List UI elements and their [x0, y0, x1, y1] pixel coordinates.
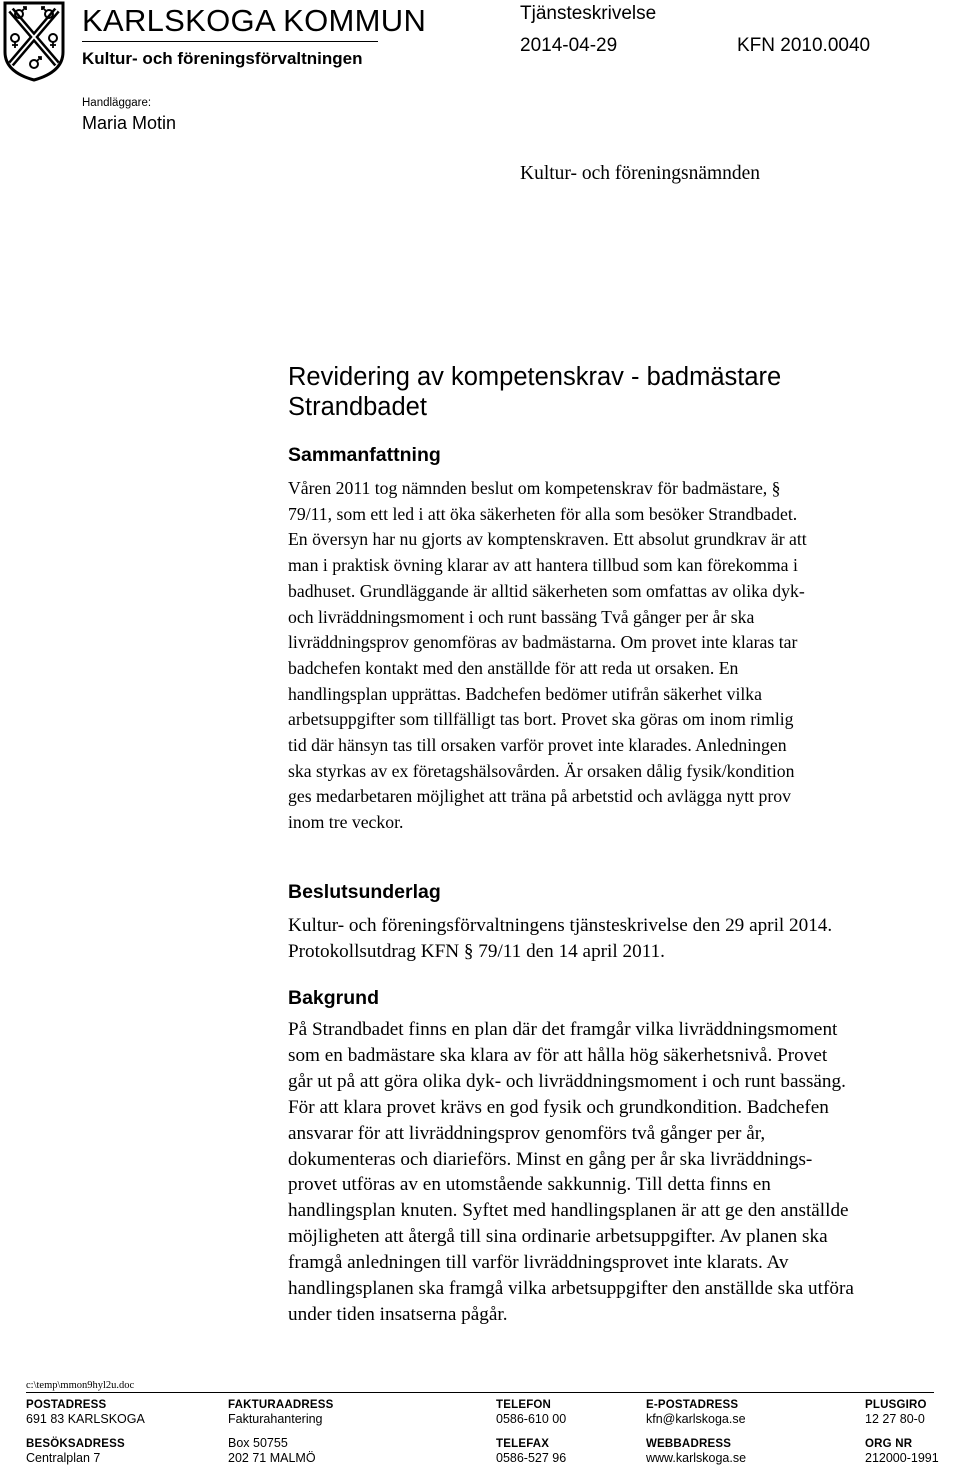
background-heading: Bakgrund — [288, 987, 380, 1009]
document-type: Tjänsteskrivelse — [520, 3, 657, 24]
plusgiro-value: 12 27 80-0 — [865, 1412, 925, 1426]
plusgiro-label: PLUSGIRO — [865, 1399, 927, 1411]
handler-name: Maria Motin — [82, 113, 177, 133]
invoice-address-line: Fakturahantering — [228, 1412, 323, 1426]
invoice-address-line: Box 50755 — [228, 1436, 288, 1450]
background-line: som en badmästare ska klara av för att hålla hög säkerhetsnivå. Provet — [288, 1044, 828, 1066]
summary-line: inom tre veckor. — [288, 812, 404, 833]
header-divider — [82, 41, 378, 42]
background-line: handlingsplanen ska framgå vilka arbetsuppgifter den anställde ska utföra — [288, 1278, 854, 1300]
email-value: kfn@karlskoga.se — [646, 1412, 746, 1426]
summary-line: och livräddningsmoment i och runt bassäng Två gånger per år ska — [288, 606, 755, 627]
postal-address-value: 691 83 KARLSKOGA — [26, 1412, 145, 1426]
background-line: handlingsplan knuten. Syftet med handlingsplanen är att ge den anställde — [288, 1200, 849, 1222]
background-line: ansvarar för att livräddningsprov genomförs två gånger per år, — [288, 1122, 766, 1144]
visiting-address-label: BESÖKSADRESS — [26, 1438, 125, 1450]
invoice-address-line: 202 71 MALMÖ — [228, 1451, 316, 1465]
summary-line: handlingsplan upprättas. Badchefen bedömer utifrån säkerhet vilka — [288, 683, 762, 704]
summary-line: tid där hänsyn tas till orsaken varför provet inte klarades. Anledningen — [288, 735, 787, 756]
summary-line: ges medarbetaren möjlighet att träna på arbetstid och avlägga nytt prov — [288, 786, 791, 807]
summary-line: ska styrkas av ex företagshälsovården. Är orsaken dålig fysik/kondition — [288, 760, 795, 781]
email-label: E-POSTADRESS — [646, 1399, 739, 1411]
recipient: Kultur- och föreningsnämnden — [520, 163, 761, 184]
background-line: möjligheten att återgå till sina ordinarie arbetsuppgifter. Av planen ska — [288, 1226, 828, 1248]
summary-line: man i praktisk övning klarar av att hantera tillbud som kan förekomma i — [288, 555, 798, 576]
summary-line: 79/11, som ett led i att öka säkerheten för alla som besöker Strandbadet. — [288, 503, 798, 524]
background-line: dokumenteras och diarieförs. Minst en gång per år ska livräddnings- — [288, 1148, 813, 1170]
department-name: Kultur- och föreningsförvaltningen — [82, 49, 363, 68]
org-number-value: 212000-1991 — [865, 1451, 939, 1465]
document-title-line: Revidering av kompetenskrav - badmästare — [288, 363, 782, 391]
background-text — [288, 1017, 944, 1328]
basis-line: Protokollsutdrag KFN § 79/11 den 14 april 2011. — [288, 940, 665, 962]
summary-line: livräddningsprov genomföras av badmästarna. Om provet inte klaras tar — [288, 632, 798, 653]
basis-text — [288, 913, 944, 964]
background-line: går ut på att göra olika dyk- och livräddningsmoment i och runt bassäng. — [288, 1070, 846, 1092]
basis-line: Kultur- och föreningsförvaltningens tjänsteskrivelse den 29 april 2014. — [288, 915, 833, 936]
document-reference: KFN 2010.0040 — [737, 35, 871, 56]
background-line: under tiden insatserna pågår. — [288, 1303, 508, 1325]
basis-heading: Beslutsunderlag — [288, 881, 441, 903]
fax-value: 0586-527 96 — [496, 1451, 567, 1465]
background-line: För att klara provet krävs en god fysik och grundkondition. Badchefen — [288, 1096, 829, 1118]
summary-line: badhuset. Grundläggande är alltid säkerheten som omfattas av olika dyk- — [288, 580, 805, 601]
background-line: provet utföras av en utomstående sakkunnig. Till detta finns en — [288, 1174, 771, 1196]
org-number-label: ORG NR — [865, 1438, 913, 1450]
summary-line: Våren 2011 tog nämnden beslut om kompetenskrav för badmästare, § — [288, 478, 781, 498]
background-line: framgå anledningen till varför livräddningsprovet inte klarats. Av — [288, 1252, 789, 1274]
postal-address-label: POSTADRESS — [26, 1399, 107, 1411]
handler-label: Handläggare: — [82, 97, 152, 109]
summary-line: badchefen kontakt med den anställde för att reda ut orsaken. En — [288, 657, 739, 678]
phone-value: 0586-610 00 — [496, 1412, 567, 1426]
summary-line: En översyn har nu gjorts av komptenskraven. Ett absolut grundkrav är att — [288, 529, 807, 550]
background-line: På Strandbadet finns en plan där det framgår vilka livräddningsmoment — [288, 1019, 838, 1040]
document-title — [288, 362, 944, 422]
invoice-address-label: FAKTURAADRESS — [228, 1399, 334, 1411]
file-path: c:\temp\mmon9hyl2u.doc — [26, 1380, 135, 1391]
summary-text — [288, 476, 944, 836]
karlskoga-crest-icon — [2, 0, 66, 82]
organization-name: KARLSKOGA KOMMUN — [82, 3, 427, 38]
document-title-line: Strandbadet — [288, 393, 427, 421]
web-address-value: www.karlskoga.se — [646, 1451, 747, 1465]
footer-divider — [26, 1392, 934, 1393]
web-address-label: WEBBADRESS — [646, 1438, 732, 1450]
summary-line: arbetsuppgifter som tillfälligt tas bort. Provet ska göras om inom rimlig — [288, 709, 794, 730]
document-date: 2014-04-29 — [520, 35, 618, 56]
fax-label: TELEFAX — [496, 1438, 550, 1450]
summary-heading: Sammanfattning — [288, 444, 441, 466]
visiting-address-value: Centralplan 7 — [26, 1451, 101, 1465]
phone-label: TELEFON — [496, 1399, 552, 1411]
